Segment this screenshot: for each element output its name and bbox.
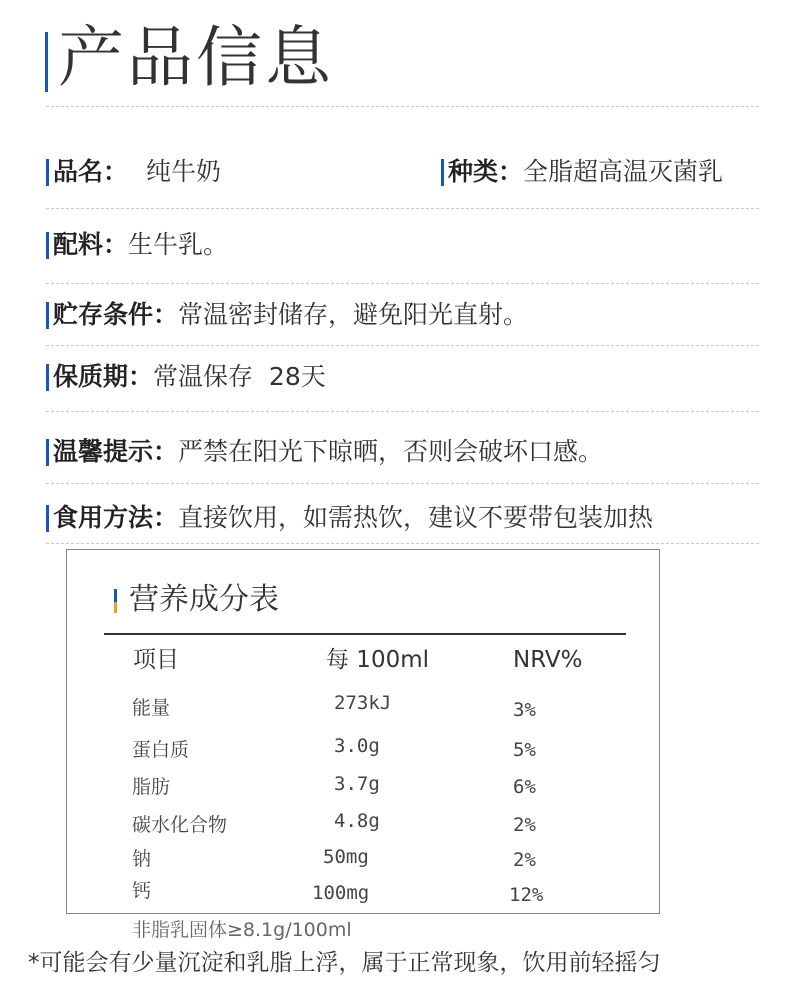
footnote: *可能会有少量沉淀和乳脂上浮，属于正常现象，饮用前轻摇匀 — [28, 950, 661, 976]
storage-row — [53, 299, 528, 331]
product-type-row — [448, 156, 723, 188]
nutrition-header-nrv: NRV% — [513, 647, 583, 673]
divider — [46, 411, 759, 412]
usage-accent-bar — [46, 505, 49, 532]
nutrition-nrv: 2% — [513, 814, 536, 836]
ingredients-value: 生牛乳。 — [128, 230, 229, 259]
nutrition-header-per100: 每 100ml — [326, 647, 430, 673]
usage-row — [53, 502, 653, 534]
ingredients-accent-bar — [46, 232, 49, 259]
storage-label: 贮存条件： — [53, 300, 179, 329]
usage-value: 直接饮用，如需热饮，建议不要带包装加热 — [178, 503, 654, 532]
product-name-row — [53, 156, 221, 188]
page-title: 产品信息 — [58, 19, 334, 96]
nutrition-per100: 3.7g — [334, 773, 380, 795]
tips-label: 温馨提示： — [53, 437, 179, 466]
title-accent-bar — [45, 32, 48, 92]
divider — [46, 106, 759, 107]
divider — [46, 283, 759, 284]
nutrition-per100: 3.0g — [334, 735, 380, 757]
ingredients-label: 配料： — [53, 230, 129, 259]
product-name-label: 品名： — [53, 157, 129, 186]
nutrition-item: 能量 — [132, 697, 171, 719]
nutrition-per100: 4.8g — [334, 810, 380, 832]
nutrition-per100: 273kJ — [334, 692, 392, 714]
nutrition-item: 碳水化合物 — [132, 814, 228, 836]
type-accent-bar — [441, 159, 444, 186]
nutrition-title: 营养成分表 — [129, 582, 279, 617]
tips-value: 严禁在阳光下晾晒，否则会破坏口感。 — [178, 437, 604, 466]
nutrition-nrv: 2% — [513, 849, 536, 871]
shelf-life-value: 常温保存 28天 — [153, 362, 326, 391]
product-type-value: 全脂超高温灭菌乳 — [523, 157, 724, 186]
shelf-life-label: 保质期： — [53, 362, 154, 391]
storage-value: 常温密封储存，避免阳光直射。 — [178, 300, 529, 329]
ingredients-row — [53, 229, 228, 261]
divider — [46, 208, 759, 209]
divider — [46, 345, 759, 346]
product-type-label: 种类： — [448, 157, 524, 186]
milk-solids-note: 非脂乳固体≥8.1g/100ml — [132, 919, 352, 941]
nutrition-header-item: 项目 — [133, 647, 179, 673]
nutrition-nrv: 5% — [513, 739, 536, 761]
nutrition-item: 脂肪 — [132, 776, 171, 798]
tips-row — [53, 436, 603, 468]
nutrition-accent-bar-gold — [114, 602, 117, 613]
nutrition-header-rule — [104, 633, 626, 635]
nutrition-nrv: 6% — [513, 776, 536, 798]
nutrition-nrv: 3% — [513, 699, 536, 721]
divider — [46, 543, 759, 544]
nutrition-per100: 100mg — [312, 882, 370, 904]
product-name-value: 纯牛奶 — [146, 157, 222, 186]
nutrition-nrv: 12% — [509, 884, 544, 906]
shelf-life-row — [53, 361, 326, 393]
nutrition-item: 钠 — [132, 848, 152, 870]
name-accent-bar — [46, 159, 49, 186]
nutrition-item: 钙 — [132, 880, 152, 902]
nutrition-per100: 50mg — [323, 846, 369, 868]
tips-accent-bar — [46, 439, 49, 466]
shelf-accent-bar — [46, 364, 49, 391]
nutrition-item: 蛋白质 — [132, 739, 190, 761]
storage-accent-bar — [46, 302, 49, 329]
usage-label: 食用方法： — [53, 503, 179, 532]
divider — [46, 483, 759, 484]
